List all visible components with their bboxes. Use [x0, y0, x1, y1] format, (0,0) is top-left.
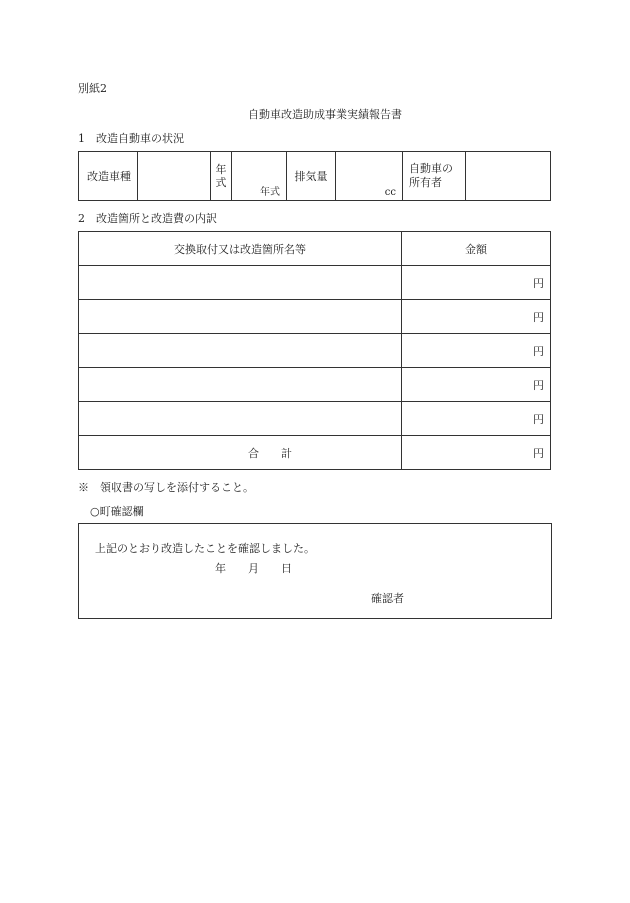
car-type-label: 改造車種	[79, 152, 138, 201]
amount-cell[interactable]: 円	[402, 300, 551, 334]
model-year-value[interactable]	[232, 152, 287, 201]
car-type-value[interactable]	[138, 152, 211, 201]
table-row	[79, 334, 551, 368]
item-cell[interactable]	[79, 368, 402, 402]
table-row	[79, 300, 551, 334]
table-row	[79, 402, 551, 436]
displacement-label: 排気量	[287, 152, 336, 201]
amount-cell[interactable]: 円	[402, 402, 551, 436]
col-amount-header: 金額	[402, 232, 551, 266]
table-row	[79, 368, 551, 402]
confirmer-label: 確認者	[371, 592, 404, 605]
item-cell[interactable]	[79, 334, 402, 368]
section1-heading: 1 改造自動車の状況	[78, 132, 184, 145]
confirm-date-line[interactable]: 年 月 日	[215, 562, 292, 575]
owner-value[interactable]	[466, 152, 551, 201]
item-cell[interactable]	[79, 300, 402, 334]
document-title: 自動車改造助成事業実績報告書	[248, 108, 402, 121]
total-row	[79, 436, 551, 470]
model-year-unit: 年式	[260, 187, 280, 198]
attachment-label: 別紙2	[78, 82, 107, 95]
displacement-value[interactable]	[336, 152, 403, 201]
item-cell[interactable]	[79, 266, 402, 300]
displacement-unit: cc	[384, 187, 396, 198]
table-row	[79, 266, 551, 300]
model-year-label: 年 式	[211, 152, 232, 201]
town-confirm-box	[78, 523, 552, 619]
col-item-header: 交換取付又は改造箇所名等	[79, 232, 402, 266]
confirm-statement: 上記のとおり改造したことを確認しました。	[95, 542, 315, 555]
modification-cost-table	[78, 231, 551, 470]
total-amount-cell[interactable]: 円	[402, 436, 551, 470]
section2-heading: 2 改造箇所と改造費の内訳	[78, 212, 217, 225]
amount-cell[interactable]: 円	[402, 266, 551, 300]
vehicle-status-table	[78, 151, 551, 201]
item-cell[interactable]	[79, 402, 402, 436]
attachment-note: ※ 領収書の写しを添付すること。	[78, 481, 254, 494]
town-confirm-heading: ○町確認欄	[90, 505, 144, 518]
owner-label: 自動車の 所有者	[403, 152, 466, 201]
amount-cell[interactable]: 円	[402, 368, 551, 402]
amount-cell[interactable]: 円	[402, 334, 551, 368]
total-label: 合 計	[79, 436, 402, 470]
